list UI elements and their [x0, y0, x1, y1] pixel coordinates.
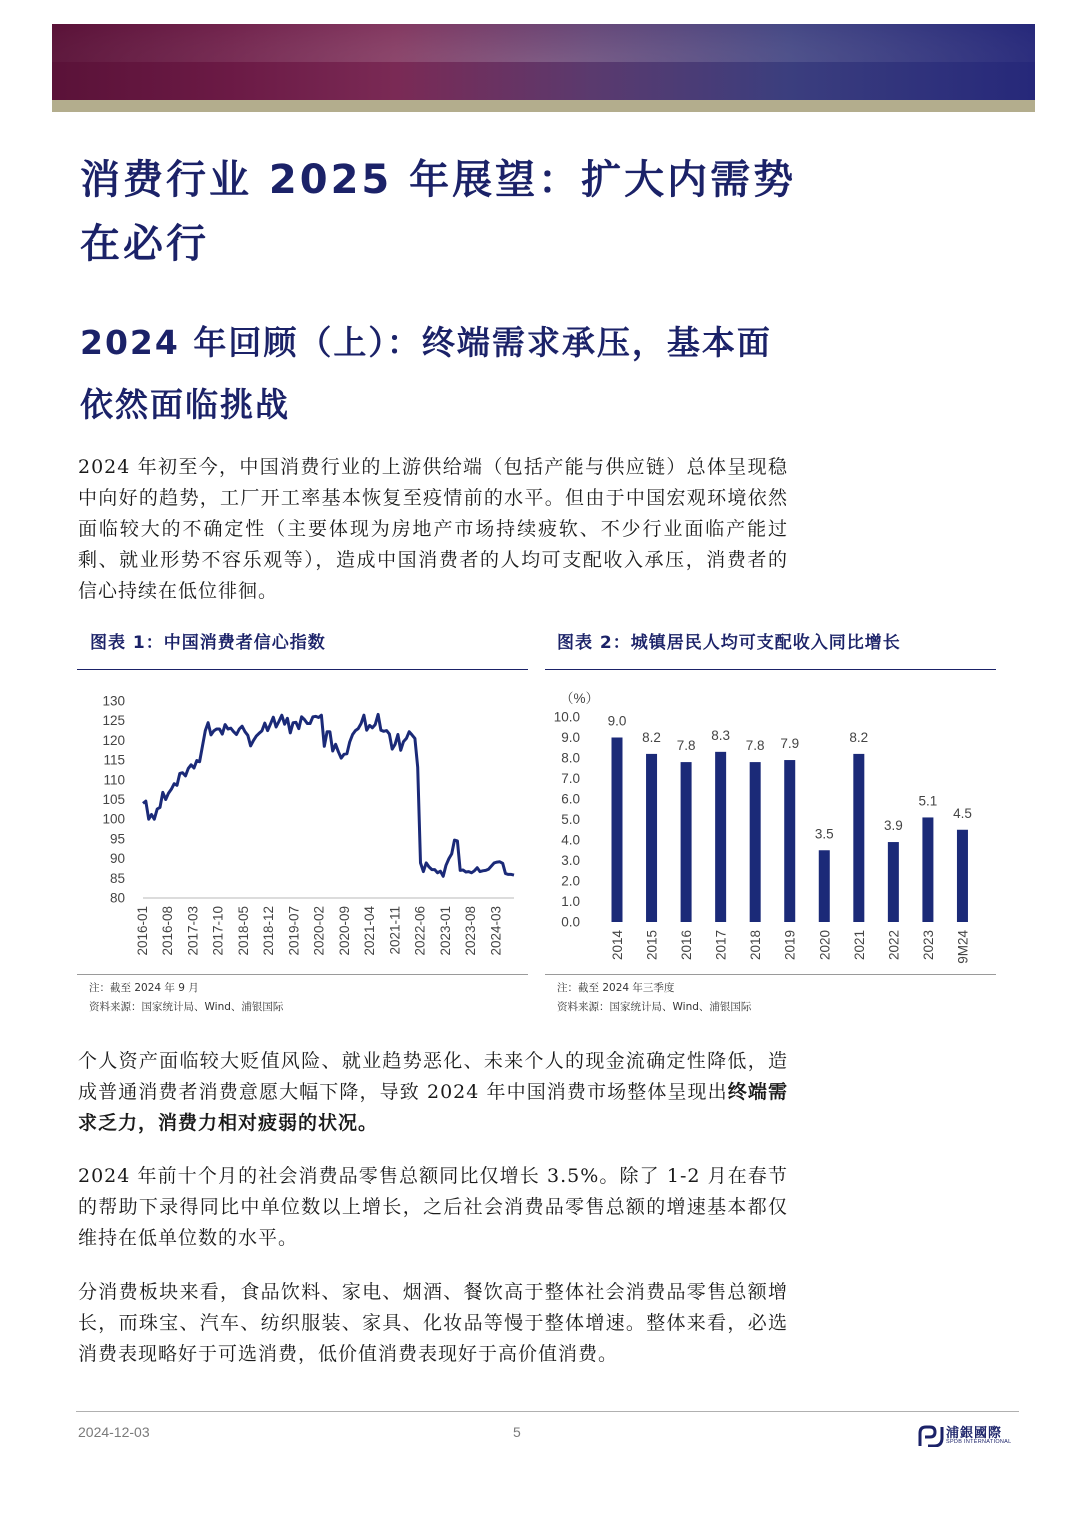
data-label: 7.8 [676, 738, 696, 754]
y-tick-label: 4.0 [561, 832, 580, 848]
bar-2017 [715, 752, 726, 922]
series-line-consumer-confidence [143, 714, 514, 876]
x-tick-label: 2019-07 [286, 906, 302, 956]
report-title: 消费行业 2025 年展望：扩大内需势在必行 [80, 157, 797, 267]
bar-2015 [646, 754, 657, 922]
y-tick-label: 10.0 [553, 709, 580, 725]
data-label: 3.5 [814, 826, 834, 842]
x-tick-label: 2014 [610, 930, 625, 961]
x-tick-label: 2020 [817, 930, 833, 961]
figure1-source: 资料来源：国家统计局、Wind、浦银国际 [89, 1001, 284, 1013]
figure1-title: 图表 1：中国消费者信心指数 [90, 633, 326, 653]
data-label: 8.2 [849, 729, 869, 745]
y-tick-label: 120 [102, 732, 125, 748]
x-tick-label: 2022 [886, 930, 902, 961]
figure1-note: 注：截至 2024 年 9 月 [89, 982, 199, 994]
x-tick-label: 2018-05 [235, 906, 251, 956]
bar-2019 [784, 760, 795, 922]
bar-9M24 [957, 830, 968, 922]
y-axis-unit: （%） [559, 691, 599, 706]
y-tick-label: 85 [109, 870, 125, 886]
x-tick-label: 2016-01 [135, 906, 150, 956]
paragraph-retail-sales: 2024 年前十个月的社会消费品零售总额同比仅增长 3.5%。除了 1-2 月在春节的帮助下录得同比中单位数以上增长，之后社会消费品零售总额的增速基本都仅维持在低单位数的水平。 [78, 1165, 788, 1249]
company-logo [918, 1422, 1018, 1450]
chart-income-growth [545, 670, 996, 972]
y-tick-label: 130 [102, 693, 125, 709]
figure2-source: 资料来源：国家统计局、Wind、浦银国际 [557, 1001, 752, 1013]
data-label: 8.2 [642, 729, 661, 745]
y-tick-label: 6.0 [561, 791, 580, 807]
section-title: 2024 年回顾（上）：终端需求承压，基本面依然面临挑战 [80, 323, 772, 424]
x-tick-label: 2016-08 [160, 906, 176, 956]
y-tick-label: 7.0 [561, 771, 580, 786]
x-tick-label: 2015 [644, 930, 660, 961]
data-label: 7.9 [780, 736, 800, 752]
y-tick-label: 110 [103, 772, 125, 788]
y-tick-label: 3.0 [561, 853, 580, 868]
paragraph-consumer-sentiment-text: 个人资产面临较大贬值风险、就业趋势恶化、未来个人的现金流确定性降低，造成普通消费者消费意愿大幅下降，导致 2024 年中国消费市场整体呈现出 [78, 1050, 788, 1103]
x-tick-label: 2018 [748, 930, 764, 961]
x-tick-label: 9M24 [955, 930, 971, 964]
data-label: 8.3 [711, 727, 731, 743]
x-tick-label: 2022-06 [412, 906, 428, 956]
paragraph-intro: 2024 年初至今，中国消费行业的上游供给端（包括产能与供应链）总体呈现稳中向好的趋势，工厂开工率基本恢复至疫情前的水平。但由于中国宏观环境依然面临较大的不确定性（主要体现为房地产市场持续疲软、不少行业面临产能过剩、就业形势不容乐观等），造成中国消费者的人均可支配收入承压，消费者的信心持续在低位徘徊。 [78, 456, 788, 602]
x-tick-label: 2020-09 [336, 906, 352, 956]
data-label: 5.1 [918, 793, 938, 809]
data-label: 3.9 [883, 818, 903, 834]
x-tick-label: 2019 [782, 930, 798, 961]
page-number: 5 [513, 1424, 521, 1440]
x-tick-label: 2017-03 [185, 906, 201, 956]
y-tick-label: 2.0 [561, 873, 580, 889]
bar-2016 [681, 762, 692, 922]
logo-name: 浦銀國際 [946, 1426, 1003, 1441]
y-tick-label: 1.0 [561, 894, 580, 909]
chart-consumer-confidence [77, 670, 528, 972]
x-tick-label: 2020-02 [311, 906, 327, 956]
x-tick-label: 2018-12 [261, 906, 277, 956]
x-tick-label: 2023-01 [437, 906, 453, 956]
x-tick-label: 2017-10 [210, 906, 226, 956]
y-tick-label: 100 [102, 811, 125, 827]
footer-rule [76, 1411, 1019, 1412]
paragraph-consumer-sentiment-highlight: 终端需求乏力，消费力相对疲弱的状况。 [78, 1081, 788, 1134]
y-tick-label: 95 [109, 831, 125, 847]
y-tick-label: 5.0 [561, 812, 580, 827]
x-tick-label: 2023-08 [463, 906, 479, 956]
x-tick-label: 2024-03 [488, 906, 504, 956]
data-label: 4.5 [953, 805, 972, 821]
header-banner [52, 24, 1035, 100]
header-stripe [52, 100, 1035, 112]
data-label: 9.0 [607, 713, 627, 729]
x-tick-label: 2021 [851, 930, 867, 961]
footer-date: 2024-12-03 [78, 1424, 150, 1440]
y-tick-label: 90 [109, 851, 125, 867]
y-tick-label: 115 [103, 752, 125, 768]
figure2-note: 注：截至 2024 年三季度 [557, 982, 675, 994]
y-tick-label: 125 [102, 713, 125, 729]
x-tick-label: 2021-04 [362, 906, 378, 956]
bar-2023 [922, 817, 933, 922]
x-tick-label: 2021-11 [387, 906, 403, 955]
bar-2018 [750, 762, 761, 922]
figure1-bottom-rule [77, 974, 528, 975]
figure2-title: 图表 2：城镇居民人均可支配收入同比增长 [557, 633, 901, 653]
paragraph-sector-breakdown: 分消费板块来看，食品饮料、家电、烟酒、餐饮高于整体社会消费品零售总额增长，而珠宝、汽车、纺织服装、家具、化妆品等慢于整体增速。整体来看，必选消费表现略好于可选消费，低价值消费表现好于高价值消费。 [78, 1281, 788, 1365]
data-label: 7.8 [745, 738, 765, 754]
logo-subtitle: SPDB INTERNATIONAL [946, 1439, 1012, 1445]
y-tick-label: 105 [102, 792, 125, 807]
figure2-bottom-rule [545, 974, 996, 975]
y-tick-label: 0.0 [561, 914, 580, 930]
bar-2014 [612, 738, 623, 923]
bar-2020 [819, 850, 830, 922]
y-tick-label: 9.0 [561, 730, 580, 745]
x-tick-label: 2016 [679, 930, 695, 961]
bar-2021 [853, 754, 864, 922]
logo-mark-icon [918, 1425, 944, 1447]
x-tick-label: 2017 [713, 930, 729, 961]
x-tick-label: 2023 [920, 930, 936, 961]
y-tick-label: 8.0 [561, 750, 580, 766]
bar-2022 [888, 842, 899, 922]
paragraph-consumer-sentiment [78, 1046, 788, 1139]
y-tick-label: 80 [109, 890, 125, 906]
